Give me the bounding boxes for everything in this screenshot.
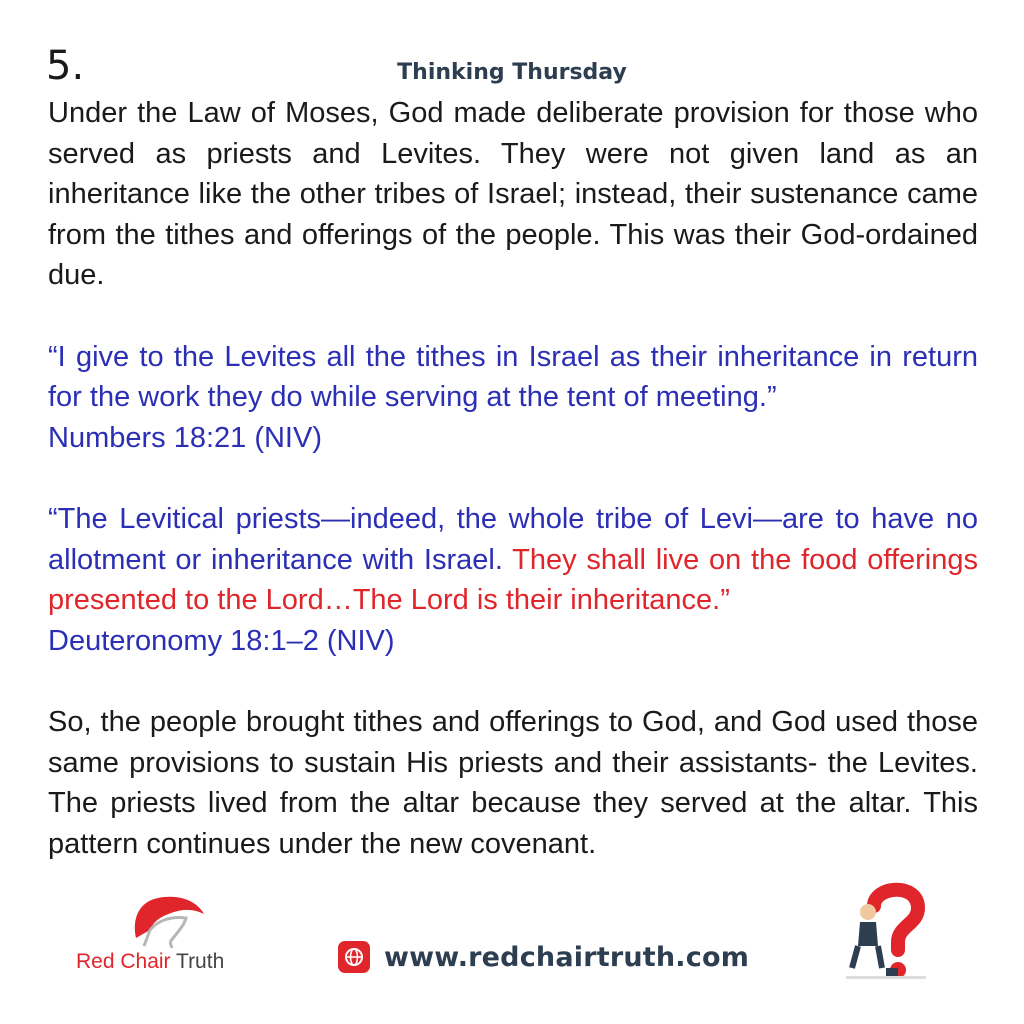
quote-numbers-text: “I give to the Levites all the tithes in Israel as their inheritance in return for the work they do while serving at the tent of meeting.” (48, 340, 978, 413)
brand-name (76, 950, 266, 974)
article-body (48, 93, 978, 864)
intro-paragraph: Under the Law of Moses, God made deliberate provision for those who served as priests and Levites. They were not given land as an inheritance like the other tribes of Israel; instead, their sustenance came from the tithes and offerings of the people. This was their God-ordained due. (48, 97, 978, 291)
question-mark-thinker-icon (846, 876, 928, 986)
quote-numbers (48, 337, 978, 459)
red-chair-icon (126, 890, 216, 950)
brand-logo (76, 890, 266, 980)
conclusion-paragraph: So, the people brought tithes and offerings to God, and God used those same provisions to sustain His priests and their assistants- the Levites. The priests lived from the altar because they served at the altar. This pattern continues under the new covenant. (48, 706, 978, 860)
website-link[interactable] (338, 937, 749, 977)
quote-numbers-citation: Numbers 18:21 (NIV) (48, 421, 322, 454)
globe-icon (338, 941, 370, 973)
quote-deuteronomy-text-red: They shall live on the food offerings presented to the Lord…The Lord is their inheritance.” (48, 543, 978, 616)
quote-deuteronomy-text-blue: “The Levitical priests—indeed, the whole tribe of Levi—are to have no allotment or inheritance with Israel. (48, 503, 978, 576)
page-number: 5. (46, 43, 85, 89)
brand-name-dark: Truth (176, 950, 225, 973)
quote-deuteronomy (48, 499, 978, 661)
quote-deuteronomy-citation: Deuteronomy 18:1–2 (NIV) (48, 624, 395, 657)
brand-name-red: Red Chair (76, 950, 171, 973)
website-url[interactable]: www.redchairtruth.com (384, 941, 750, 973)
page-title: Thinking Thursday (397, 60, 627, 85)
